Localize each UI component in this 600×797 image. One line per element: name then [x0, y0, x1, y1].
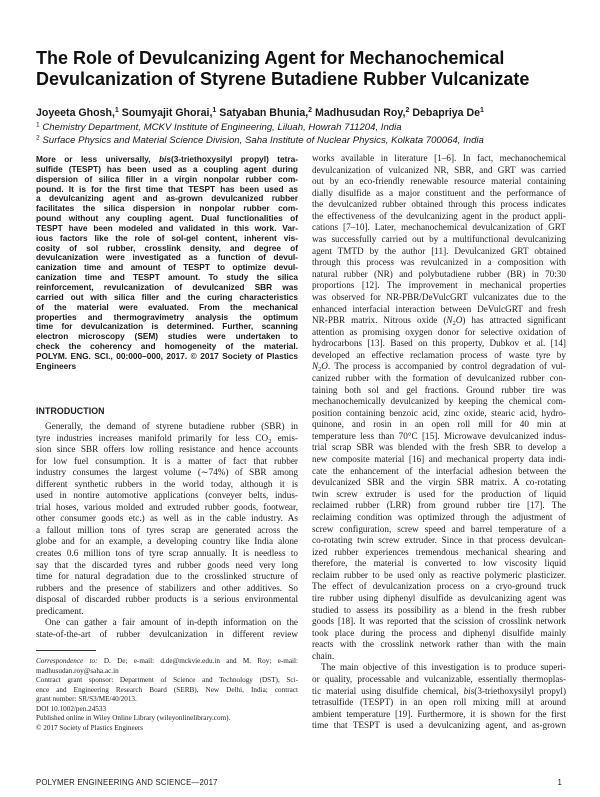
right-column-body-line: devulcanized SBR and the virgin SBR matrix. A co-rotating: [312, 477, 566, 488]
introduction-body-line: different synthetic rubbers in the world today, although it is: [36, 478, 298, 489]
right-column-body-line: quinone, and rosin in an open roll mill for 40 min at: [312, 419, 566, 430]
title-line: Devulcanization of Styrene Butadiene Rubber Vulcanizate: [36, 68, 530, 89]
right-column-body-text: N: [312, 361, 319, 372]
introduction-body-line: [36, 433, 298, 445]
author-name: Debapriya De: [412, 107, 481, 119]
abstract-text: (3-triethoxysilyl propyl) tetra-: [170, 154, 299, 164]
right-column-body-line: The effect of devulcanization process on a cryo-ground truck: [312, 581, 566, 592]
abstract-line: POLYM. ENG. SCI., 00:000–000, 2017. © 2017 Society of Plastics: [36, 350, 298, 361]
right-column-body-line: dially disulfide as a major constituent and the performance of: [312, 187, 566, 198]
right-column-body-line: proportions [12]. The improvement in mechanical properties: [312, 280, 566, 291]
right-column-body-line: time that TESPT is used a devulcanizing agent, and as-grown: [312, 720, 566, 731]
right-column-body-text: bis: [463, 685, 475, 696]
right-column-body-line: mechanochemically devulcanized by keeping the chemical com-: [312, 396, 566, 407]
paper-title: [36, 48, 566, 89]
right-column-body-line: position containing benzoic acid, zinc oxide, stearic acid, hydro-: [312, 407, 566, 418]
introduction-body-text: 2: [268, 437, 272, 445]
affiliations: [36, 121, 566, 147]
introduction-body-line: industry consumes the largest volume (∼74%) of SBR among: [36, 467, 298, 478]
right-column-body-line: reacts with the crosslink network rather than with the main: [312, 639, 566, 650]
right-column-body-line: tetrasulfide (TESPT) in an open roll mixing mill at around: [312, 697, 566, 708]
author-list: [36, 107, 566, 119]
right-column-body-line: taining both sol and gel fractions. Ground rubber tire was: [312, 384, 566, 395]
abstract-line: TESPT have been modeled and validated in this work. Var-: [36, 222, 298, 233]
right-column-body-line: temperature less than 70°C [15]. Microwave devulcanized indus-: [312, 430, 566, 441]
right-column-body-line: chain.: [312, 650, 335, 661]
abstract-text: bis: [158, 154, 171, 164]
right-column-body-line: the effectiveness of the devulcanizing agent in the product appli-: [312, 210, 566, 221]
introduction-body-line: used in nontire automotive applications (conveyer belts, indus-: [36, 490, 298, 501]
abstract-line: time for devulcanization is determined. Further, scanning: [36, 321, 298, 332]
affiliation-number: 2: [36, 134, 40, 141]
abstract-line: electron microscopy (SEM) studies were undertaken to: [36, 331, 298, 342]
introduction-body-line: Generally, the demand of styrene butadiene rubber (SBR) in: [45, 421, 298, 431]
right-column-body-line: ambient temperature [19]. Furthermore, it is shown for the first: [312, 708, 566, 719]
right-column-body-text: O: [321, 361, 328, 372]
footnotes-line: madhusudan.roy@saha.ac.in: [36, 666, 119, 675]
right-column-body-line: works available in literature [1–6]. In fact, mechanochemical: [312, 153, 566, 163]
introduction-body-line: other consumer goods etc.) as well as in the cable industry. As: [36, 513, 298, 524]
right-column-body-line: new composite material [16] and mechanical property data indi-: [312, 454, 566, 465]
abstract-line: reinforcement, revulcanization of devulcanized SBR was: [36, 281, 298, 292]
right-column-body-line: goods [18]. It was reported that the scission of crosslink network: [312, 616, 566, 627]
affiliation: [36, 121, 566, 134]
footnotes-line: grant number: SR/S3/ME/40/2013.: [36, 695, 137, 703]
footnotes: [36, 657, 298, 733]
affiliation-text: Surface Physics and Material Science Division, Saha Institute of Nuclear Physics, Kolkata 700064, India: [42, 134, 484, 146]
right-column-body-line: reclaiming condition was optimized through the adjustment of: [312, 511, 566, 522]
footnotes-line: ence and Engineering Research Board (SERB), New Delhi, India; contract: [36, 685, 298, 694]
author-affiliation-mark: 2: [308, 107, 313, 114]
affiliation-text: Chemistry Department, MCKV Institute of Engineering, Liluah, Howrah 711204, India: [42, 121, 402, 133]
author-name: Soumyajit Ghorai,: [121, 107, 213, 119]
right-column-body-line: trial scrap SBR was blended with the fresh SBR to develop a: [312, 442, 566, 453]
abstract-line: facilitates the silica dispersion in nonpolar rubber com-: [36, 203, 298, 214]
footnotes-text: D. De; e-mail: d.de@mckvie.edu.in and M. Roy; e-mail:: [97, 657, 298, 665]
journal-name: POLYMER ENGINEERING AND SCIENCE—2017: [36, 778, 218, 787]
right-column-body-line: took place during the process and diphenyl disulfide mainly: [312, 627, 566, 638]
right-column-body-text: NR-PBR matrix. Nitrous oxide (: [312, 315, 447, 326]
right-column-body-line: was observed for NR-PBR/DeVulcGRT vulcanizates due to the: [312, 291, 566, 302]
abstract-line: a devulcanizing agent and as-grown devulcanized rubber: [36, 193, 298, 204]
author-affiliation-mark: 2: [405, 107, 410, 114]
right-column-body-line: twin screw extruder is used for the production of liquid: [312, 488, 566, 499]
right-column-body-line: studied to assess its possibility as a blend in the fresh rubber: [312, 604, 566, 615]
right-column-body-line: agent TMTD by the author [11]. Devulcanized GRT obtained: [312, 245, 566, 256]
abstract-line: check the coherency and homogeneity of the material.: [36, 341, 298, 352]
abstract-line: Engineers: [36, 360, 77, 371]
abstract-line: devulcanization were investigated as a function of devul-: [36, 252, 298, 263]
introduction-body-text: tyre industries increases manifold primarily for less CO: [36, 432, 269, 443]
introduction-body-line: say that the discarded tyres and rubber goods need very long: [36, 559, 298, 570]
introduction-body-line: sion since SBR offers low rolling resistance and hence accounts: [36, 444, 298, 455]
footnotes-text: Correspondence to:: [36, 657, 98, 665]
introduction-body-line: trial hoses, various molded and extruded rubber goods, footwear,: [36, 501, 298, 512]
author-name: Joyeeta Ghosh,: [36, 107, 115, 119]
introduction-body-line: predicament.: [36, 605, 84, 616]
author-name: Satyaban Bhunia,: [219, 107, 309, 119]
introduction-body-text: emis-: [271, 432, 298, 443]
right-column-body-line: reclaimed rubber (LRR) from ground rubber tire [17]. The: [312, 500, 566, 511]
author-affiliation-mark: 1: [480, 107, 484, 114]
introduction-body-line: time for natural degradation due to the crosslinked structure of: [36, 571, 298, 582]
introduction-body-line: state-of-the-art of rubber devulcanization in different review: [36, 628, 298, 639]
right-column-body-line: cate the enhancement of the interfacial adhesion between the: [312, 465, 566, 476]
abstract-line: pound. It is for the first time that TESPT has been used as: [36, 183, 298, 194]
introduction-body: [36, 421, 298, 640]
right-column-body-text: 2: [452, 319, 456, 327]
right-column-body-line: [312, 686, 566, 698]
introduction-heading: INTRODUCTION: [36, 406, 105, 416]
author-affiliation-mark: 1: [212, 107, 217, 114]
abstract-line: carried out with silica filler and the curing characteristics: [36, 291, 298, 302]
footnotes-line: DOI 10.1002/pen.24533: [36, 704, 107, 713]
right-column-body-line: enhanced interfacial interaction between DeVulcGRT and fresh: [312, 303, 566, 314]
right-column-body-line: devulcanization of vulcanized NR, SBR, and GRT was carried: [312, 164, 566, 175]
right-column-body-line: out by an eco-friendly renewable resource material containing: [312, 176, 566, 187]
author-affiliation-mark: 1: [114, 107, 119, 114]
title-line: The Role of Devulcanizing Agent for Mechanochemical: [36, 48, 505, 68]
right-column-body-line: or quality, processable and vulcanizable, essentially thermoplas-: [312, 674, 566, 685]
right-column-body-text: 2: [318, 366, 322, 374]
right-column-body-line: natural rubber (NR) and polybutadiene rubber (BR) in 70:30: [312, 268, 566, 279]
right-column-body-line: screw configuration, screw speed and barrel temperature of a: [312, 523, 566, 534]
abstract-line: dispersion of silica filler in a virgin nonpolar rubber com-: [36, 173, 298, 184]
right-column-body-line: was successfully carried out by a multifunctional devulcanizing: [312, 234, 566, 245]
introduction-body-line: for low fuel consumption. It is a matter of fact that rubber: [36, 455, 298, 466]
introduction-body-line: rubbers and the presence of stabilizers and other additives. So: [36, 582, 298, 593]
right-column-body-line: [312, 315, 566, 327]
right-column-body-text: O: [455, 315, 463, 326]
right-column-body-line: hydrocarbons [13]. Based on this property, Dubkov et al. [14]: [312, 338, 566, 349]
right-column-body-line: canized rubber with the formation of devulcanized rubber con-: [312, 372, 566, 383]
introduction-body-line: globe and for an example, a developing country like India alone: [36, 536, 298, 547]
right-column-body: [312, 153, 566, 732]
right-column-body-text: tic material using disulfide chemical,: [312, 685, 464, 696]
footnote-rule: [36, 650, 96, 651]
author-name: Madhusudan Roy,: [315, 107, 406, 119]
abstract-line: canization time and amount of TESPT to optimize devul-: [36, 262, 298, 273]
abstract-line: sulfide (TESPT) has been used as a coupling agent during: [36, 163, 298, 174]
introduction-body-line: disposal of discarded rubber products is a serious environmental: [36, 594, 298, 605]
introduction-body-line: a fallout million tons of tyres scrap are generated across the: [36, 524, 298, 535]
footnotes-line: Published online in Wiley Online Library (wileyonlinelibrary.com).: [36, 714, 231, 722]
right-column-body-line: through this process was revulcanized in a composition with: [312, 257, 566, 268]
footnotes-line: [36, 657, 298, 667]
abstract: [36, 155, 298, 372]
right-column-body-text: . The process is accompanied by control degradation of vul-: [327, 361, 566, 372]
right-column-body-line: cations [7–10]. Later, mechanochemical devulcanization of GRT: [312, 222, 566, 233]
right-column-body-line: developed an effective reclamation process of waste tyre by: [312, 349, 566, 360]
abstract-line: properties and thermogravimetry analysis the optimum: [36, 311, 298, 322]
affiliation-number: 1: [36, 121, 40, 128]
page-footer: [36, 778, 562, 788]
footnotes-line: © 2017 Society of Plastics Engineers: [36, 723, 144, 732]
right-column-body-line: [312, 361, 566, 373]
introduction-body-line: creates 0.6 million tons of tyre scrap annually. It is needless to: [36, 548, 298, 559]
abstract-line: pound without any coupling agent. Dual functionalities of: [36, 213, 298, 224]
affiliation: [36, 134, 566, 147]
right-column-body-line: The main objective of this investigation is to produce superi-: [321, 662, 566, 673]
right-column-body-line: therefore, the material is converted to low viscosity liquid: [312, 558, 566, 569]
right-column-body-line: co-rotating twin screw extruder. Since in that process devulcan-: [312, 535, 566, 546]
abstract-line: cosity of sol rubber, crosslink density, and degree of: [36, 242, 298, 253]
right-column-body-line: tire rubber using diphenyl disulfide as devulcanizing agent was: [312, 592, 566, 603]
abstract-line: canization time and TESPT amount. To study the silica: [36, 272, 298, 283]
right-column-body-line: reclaim rubber to be used only as reactive polymeric plasticizer.: [312, 569, 566, 580]
page-number: 1: [557, 778, 562, 787]
right-column-body-line: ized rubber experiences tremendous mechanical shearing and: [312, 546, 566, 557]
right-column-body-line: the devulcanized rubber obtained through this process indicates: [312, 199, 566, 210]
abstract-line: of the material were evaluated. From the mechanical: [36, 301, 298, 312]
right-column-body-text: (3-triethoxysilyl propyl): [474, 685, 567, 696]
introduction-body-line: One can gather a fair amount of in-depth information on the: [45, 617, 298, 628]
footnotes-line: Contract grant sponsor: Department of Science and Technology (DST), Sci-: [36, 676, 298, 684]
abstract-line: ious factors like the role of sol-gel content, inherent vis-: [36, 232, 298, 243]
right-column-body-line: attention as promising oxygen donor for selective oxidation of: [312, 326, 566, 337]
abstract-text: More or less universally,: [36, 154, 159, 164]
right-column-body-text: N: [446, 315, 453, 326]
right-column-body-text: ) has attracted significant: [462, 315, 566, 326]
